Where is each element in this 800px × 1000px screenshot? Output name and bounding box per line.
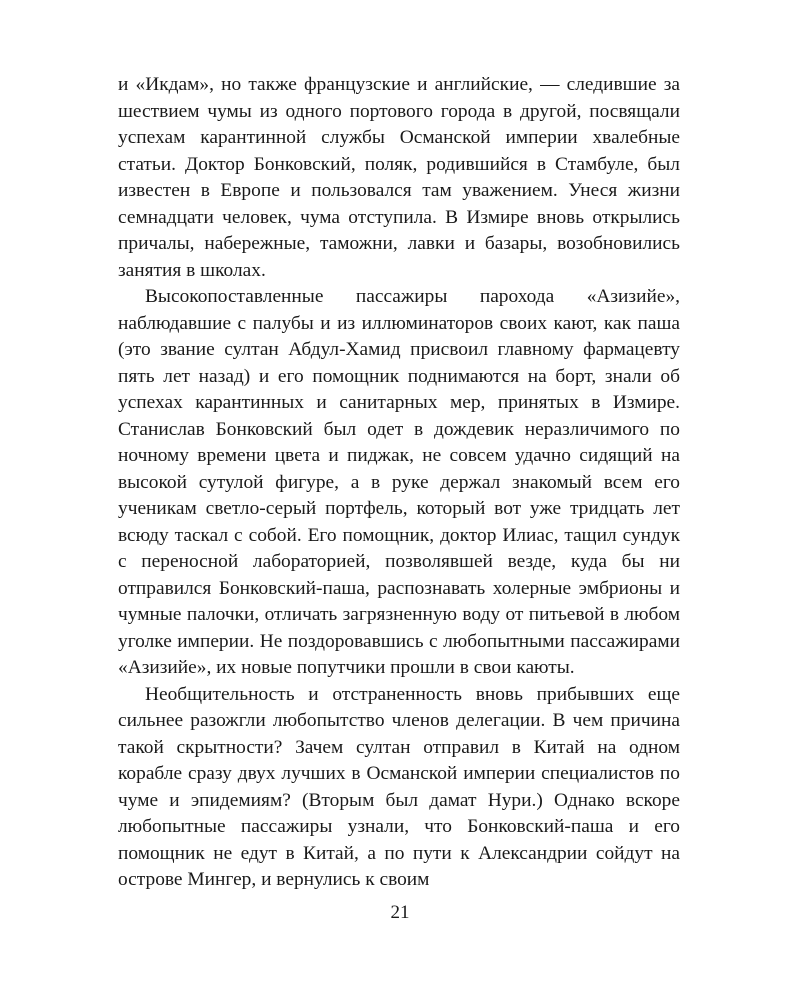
page-number: 21 <box>390 902 410 923</box>
book-page-text <box>118 72 680 894</box>
paragraph-2: Высокопоставленные пассажиры парохода «Азизийе», наблюдавшие с палубы и из иллюминаторов своих кают, как паша (это звание султан Абдул-Хамид присвоил главному фармацевту пять лет назад) и его помощник поднимаются на борт, знали об успехах карантинных и санитарных мер, принятых в Измире. Станислав Бонковский был одет в дождевик неразличимого по ночному времени цвета и пиджак, не совсем удачно сидящий на высокой сутулой фигуре, а в руке держал знакомый всем его ученикам светло-серый портфель, который вот уже тридцать лет всюду таскал с собой. Его помощник, доктор Илиас, тащил сундук с переносной лабораторией, позволявшей везде, куда бы ни отправился Бонковский-паша, распознавать холерные эмбрионы и чумные палочки, отличать загрязненную воду от питьевой в любом уголке империи. Не поздоровавшись с любопытными пассажирами «Азизийе», их новые попутчики прошли в свои каюты. <box>118 286 680 678</box>
paragraph-3: Необщительность и отстраненность вновь прибывших еще сильнее разожгли любопытство членов делегации. В чем причина такой скрытности? Зачем султан отправил в Китай на одном корабле сразу двух лучших в Османской империи специалистов по чуме и эпидемиям? (Вторым был дамат Нури.) Однако вскоре любопытные пассажиры узнали, что Бонковский-паша и его помощник не едут в Китай, а по пути к Александрии сойдут на острове Мингер, и вернулись к своим <box>118 683 680 890</box>
paragraph-1: и «Икдам», но также французские и английские, — следившие за шествием чумы из одного портового города в другой, посвящали успехам карантинной службы Османской империи хвалебные статьи. Доктор Бонковский, поляк, родившийся в Стамбуле, был известен в Европе и пользовался там уважением. Унеся жизни семнадцати человек, чума отступила. В Измире вновь открылись причалы, набережные, таможни, лавки и базары, возобновились занятия в школах. <box>118 74 680 281</box>
